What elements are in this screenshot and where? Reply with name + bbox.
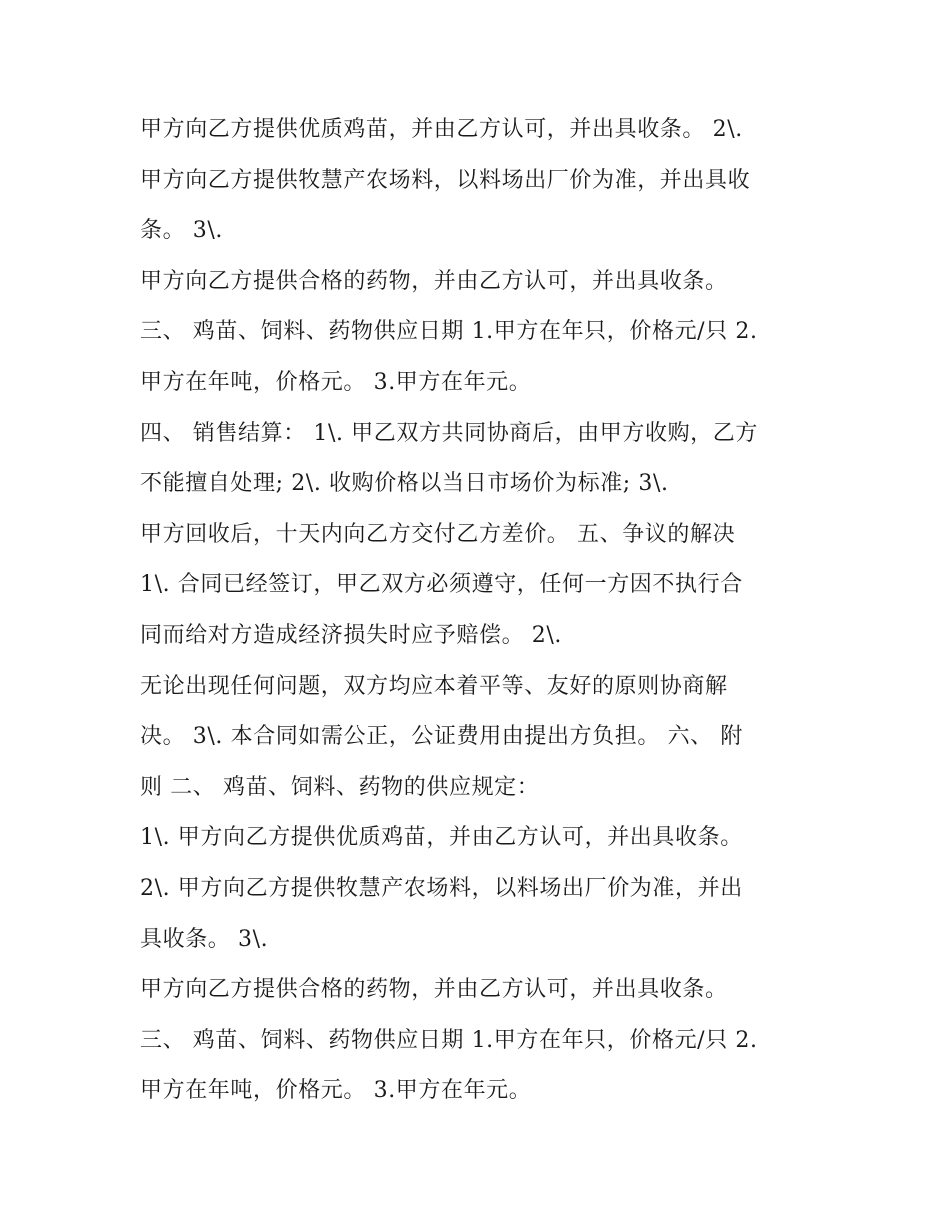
document-body [140, 105, 820, 1117]
text-line: 三、 鸡苗、饲料、药物供应日期 1.甲方在年只，价格元/只 2. [140, 1027, 758, 1053]
text-line: 不能擅自处理; 2\. 收购价格以当日市场价为标准; 3\. [140, 471, 669, 497]
text-line: 2\. 甲方向乙方提供牧慧产农场料，以料场出厂价为准，并出 [140, 875, 743, 901]
text-line: 具收条。 3\. [140, 926, 269, 952]
text-line: 无论出现任何问题，双方均应本着平等、友好的原则协商解 [140, 673, 728, 699]
text-line: 甲方在年吨，价格元。 3.甲方在年元。 [140, 369, 532, 395]
text-line: 条。 3\. [140, 218, 223, 244]
text-line: 同而给对方造成经济损失时应予赔偿。 2\. [140, 622, 562, 648]
text-line: 四、 销售结算： 1\. 甲乙双方共同协商后，由甲方收购，乙方 [140, 420, 758, 446]
text-line: 1\. 甲方向乙方提供优质鸡苗，并由乙方认可，并出具收条。 [140, 825, 743, 851]
text-line: 甲方向乙方提供优质鸡苗，并由乙方认可，并出具收条。 2\. [140, 117, 743, 142]
text-line: 则 二、 鸡苗、饲料、药物的供应规定： [140, 774, 540, 800]
text-line: 甲方在年吨，价格元。 3.甲方在年元。 [140, 1078, 532, 1104]
text-line: 决。 3\. 本合同如需公正，公证费用由提出方负担。 六、 附 [140, 724, 743, 750]
text-line: 甲方向乙方提供合格的药物，并由乙方认可，并出具收条。 [140, 977, 728, 1003]
text-line: 三、 鸡苗、饲料、药物供应日期 1.甲方在年只，价格元/只 2. [140, 319, 758, 345]
text-line: 甲方向乙方提供合格的药物，并由乙方认可，并出具收条。 [140, 268, 728, 294]
text-line: 甲方回收后，十天内向乙方交付乙方差价。 五、争议的解决 [140, 521, 736, 547]
text-line: 1\. 合同已经签订，甲乙双方必须遵守，任何一方因不执行合 [140, 572, 743, 598]
text-line: 甲方向乙方提供牧慧产农场料，以料场出厂价为准，并出具收 [140, 167, 751, 193]
